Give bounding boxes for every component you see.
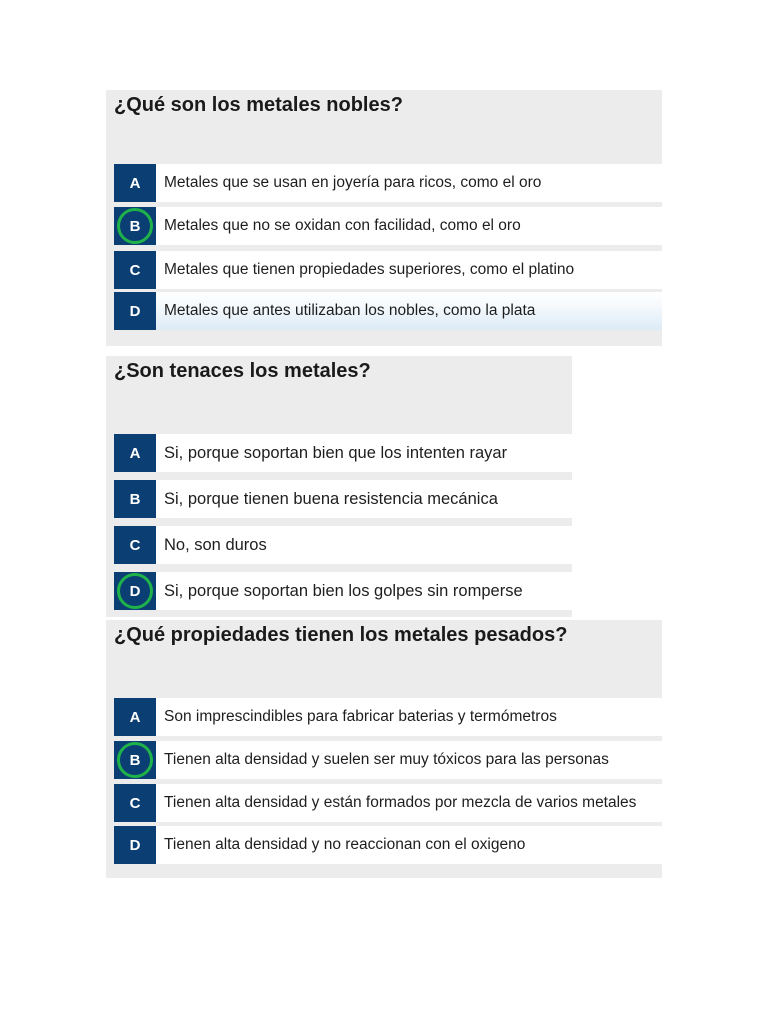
option-text: Tienen alta densidad y están formados por mezcla de varios metales — [164, 794, 637, 811]
option-text: Metales que antes utilizaban los nobles, como la plata — [164, 302, 536, 319]
quiz-3 — [106, 620, 662, 878]
option-letter-badge: D — [114, 292, 156, 330]
option-b[interactable] — [114, 480, 572, 518]
option-letter-badge: B — [114, 480, 156, 518]
option-a[interactable] — [114, 434, 572, 472]
option-text: Son imprescindibles para fabricar baterias y termómetros — [164, 708, 557, 725]
quiz-2 — [106, 356, 572, 617]
option-a[interactable] — [114, 698, 662, 736]
option-d[interactable] — [114, 572, 572, 610]
option-text: Metales que no se oxidan con facilidad, como el oro — [164, 217, 521, 234]
question-title: ¿Son tenaces los metales? — [114, 360, 371, 382]
quiz-1 — [106, 90, 662, 346]
option-c[interactable] — [114, 784, 662, 822]
option-c[interactable] — [114, 526, 572, 564]
option-letter-badge: A — [114, 164, 156, 202]
option-b[interactable] — [114, 741, 662, 779]
option-d[interactable] — [114, 292, 662, 330]
option-text: No, son duros — [164, 535, 267, 554]
option-letter-badge: C — [114, 784, 156, 822]
option-a[interactable] — [114, 164, 662, 202]
question-title: ¿Qué son los metales nobles? — [114, 94, 403, 116]
option-text: Tienen alta densidad y no reaccionan con el oxigeno — [164, 836, 526, 853]
option-letter-badge: C — [114, 251, 156, 289]
selected-answer-circle — [117, 208, 153, 244]
option-letter-badge: A — [114, 434, 156, 472]
option-text: Tienen alta densidad y suelen ser muy tóxicos para las personas — [164, 751, 609, 768]
selected-answer-circle — [117, 573, 153, 609]
option-letter-badge: D — [114, 826, 156, 864]
option-d[interactable] — [114, 826, 662, 864]
question-title: ¿Qué propiedades tienen los metales pesados? — [114, 624, 568, 646]
option-text: Metales que tienen propiedades superiores, como el platino — [164, 261, 575, 278]
option-text: Si, porque soportan bien los golpes sin romperse — [164, 581, 523, 600]
option-b[interactable] — [114, 207, 662, 245]
option-text: Si, porque soportan bien que los intenten rayar — [164, 443, 508, 462]
option-text: Si, porque tienen buena resistencia mecánica — [164, 489, 498, 508]
option-letter-badge: B — [114, 207, 156, 245]
option-letter-badge: D — [114, 572, 156, 610]
option-c[interactable] — [114, 251, 662, 289]
option-text: Metales que se usan en joyería para ricos, como el oro — [164, 174, 542, 191]
selected-answer-circle — [117, 742, 153, 778]
option-letter-badge: C — [114, 526, 156, 564]
option-letter-badge: B — [114, 741, 156, 779]
option-letter-badge: A — [114, 698, 156, 736]
